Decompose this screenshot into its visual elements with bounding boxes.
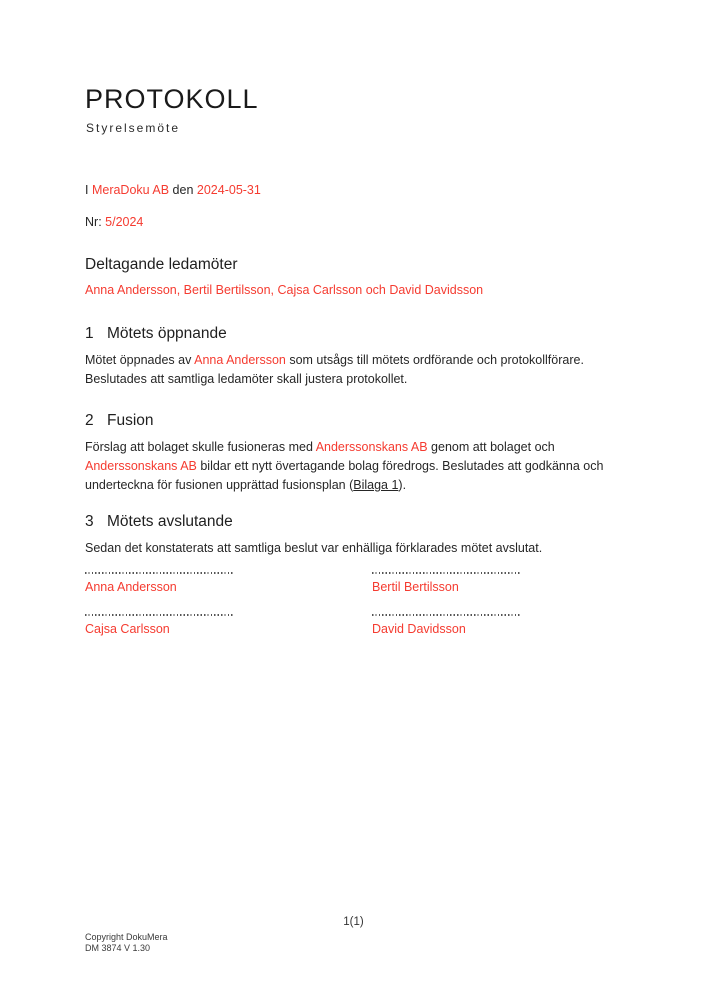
section-title: Mötets öppnande xyxy=(107,325,227,342)
signature-cell xyxy=(372,571,620,594)
signature-line xyxy=(372,613,520,616)
section-title: Mötets avslutande xyxy=(107,513,233,530)
signature-name: Bertil Bertilsson xyxy=(372,580,459,594)
section-number: 2 xyxy=(85,412,94,429)
footer-doc-id: DM 3874 V 1.30 xyxy=(85,943,151,953)
section-paragraph-line: Mötet öppnades av Anna Andersson som utsågs till mötets ordförande och protokollförare. xyxy=(85,353,584,367)
signature-line xyxy=(372,571,520,574)
section-paragraph-line: Förslag att bolaget skulle fusioneras med Anderssonskans AB genom att bolaget och xyxy=(85,440,555,454)
section-title: Fusion xyxy=(107,412,154,429)
section-heading xyxy=(85,513,665,531)
signature-cell xyxy=(85,571,372,594)
section-number: 3 xyxy=(85,513,94,530)
signature-name: Anna Andersson xyxy=(85,580,177,594)
section-fusion xyxy=(85,412,665,495)
signature-cell xyxy=(85,613,372,636)
section-motets-avslutande xyxy=(85,513,665,558)
section-motets-oppnande xyxy=(85,325,665,389)
section-paragraph-line: Sedan det konstaterats att samtliga beslut var enhälliga förklarades mötet avslutat. xyxy=(85,541,543,555)
section-heading xyxy=(85,325,665,343)
participants-block xyxy=(85,256,645,300)
page-title: PROTOKOLL xyxy=(85,84,259,114)
page-subtitle: Styrelsemöte xyxy=(86,121,181,135)
signature-line xyxy=(85,613,233,616)
signature-cell xyxy=(372,613,620,636)
signatures-block xyxy=(85,571,620,636)
participants-heading: Deltagande ledamöter xyxy=(85,256,238,273)
meta-number-line: Nr: 5/2024 xyxy=(85,215,144,229)
signature-name: David Davidsson xyxy=(372,622,466,636)
signature-name: Cajsa Carlsson xyxy=(85,622,170,636)
signature-line xyxy=(85,571,233,574)
section-paragraph-line: Anderssonskans AB bildar ett nytt övertagande bolag föredrogs. Beslutades att godkänna och xyxy=(85,459,604,473)
footer-copyright: Copyright DokuMera xyxy=(85,932,168,942)
footer-block xyxy=(85,932,168,954)
section-paragraph-line: Beslutades att samtliga ledamöter skall justera protokollet. xyxy=(85,372,408,386)
section-heading xyxy=(85,412,665,430)
page-number: 1(1) xyxy=(343,916,364,928)
participants-names: Anna Andersson, Bertil Bertilsson, Cajsa Carlsson och David Davidsson xyxy=(85,283,484,297)
section-paragraph-line: underteckna för fusionen upprättad fusionsplan (Bilaga 1). xyxy=(85,478,407,492)
section-number: 1 xyxy=(85,325,94,342)
meta-place-line: I MeraDoku AB den 2024-05-31 xyxy=(85,183,261,197)
